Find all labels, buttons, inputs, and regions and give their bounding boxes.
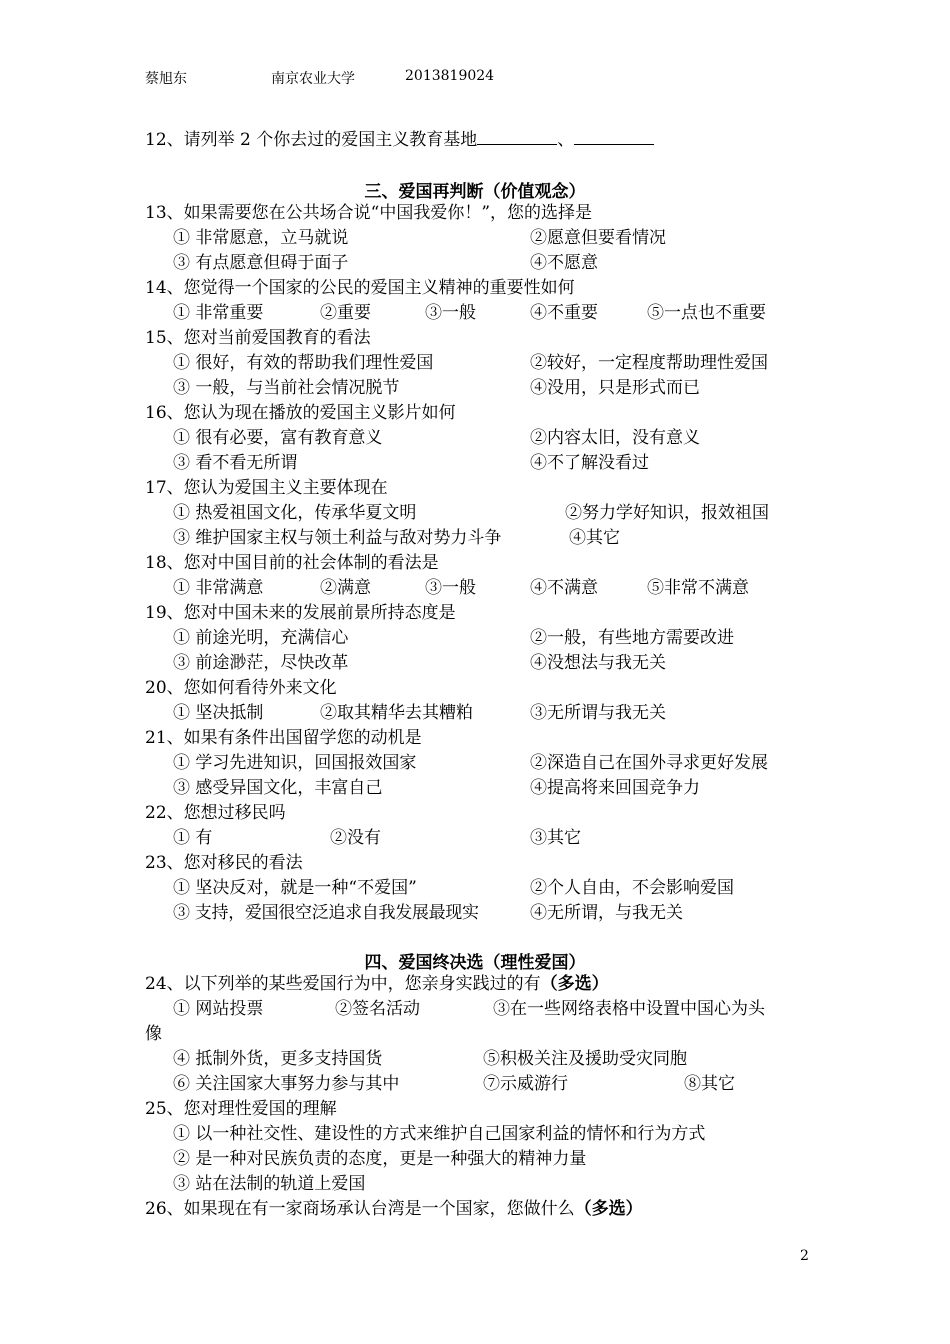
header-author: 蔡旭东 [145,71,187,87]
q21-option-1[interactable]: ① 学习先进知识，回国报效国家 [173,753,417,773]
q24-option-4[interactable]: ④ 抵制外货，更多支持国货 [173,1049,383,1069]
q25-option-1[interactable]: ① 以一种社交性、建设性的方式来维护自己国家利益的情怀和行为方式 [173,1124,706,1144]
q24-option-3[interactable]: ③在一些网络表格中设置中国心为头 [493,999,765,1019]
q21-option-3[interactable]: ③ 感受异国文化，丰富自己 [173,778,383,798]
question-17: 17、您认为爱国主义主要体现在 [145,478,388,498]
q23-option-2[interactable]: ②个人自由，不会影响爱国 [530,878,734,898]
q17-option-1[interactable]: ① 热爱祖国文化，传承华夏文明 [173,503,417,523]
q24-option-2[interactable]: ②签名活动 [335,999,420,1019]
q16-option-3[interactable]: ③ 看不看无所谓 [173,453,298,473]
question-14: 14、您觉得一个国家的公民的爱国主义精神的重要性如何 [145,278,575,298]
question-26 [145,1198,643,1220]
page-number: 2 [800,1248,809,1264]
q15-option-4[interactable]: ④没用，只是形式而已 [530,378,700,398]
question-21: 21、如果有条件出国留学您的动机是 [145,728,422,748]
q23-option-4[interactable]: ④无所谓，与我无关 [530,903,683,923]
q13-option-3[interactable]: ③ 有点愿意但碍于面子 [173,253,349,273]
q21-option-4[interactable]: ④提高将来回国竞争力 [530,778,700,798]
question-12-text: 12、请列举 2 个你去过的爱国主义教育基地 [145,130,478,150]
q24-option-5[interactable]: ⑤积极关注及援助受灾同胞 [483,1049,687,1069]
question-15: 15、您对当前爱国教育的看法 [145,328,371,348]
question-25: 25、您对理性爱国的理解 [145,1099,337,1119]
q18-option-4[interactable]: ④不满意 [530,578,598,598]
q19-option-1[interactable]: ① 前途光明，充满信心 [173,628,349,648]
question-20: 20、您如何看待外来文化 [145,678,337,698]
q15-option-1[interactable]: ① 很好，有效的帮助我们理性爱国 [173,353,434,373]
q19-option-3[interactable]: ③ 前途渺茫，尽快改革 [173,653,349,673]
q16-option-1[interactable]: ① 很有必要，富有教育意义 [173,428,383,448]
header-student-id: 2013819024 [405,68,495,84]
q18-option-3[interactable]: ③一般 [425,578,476,598]
q23-option-1[interactable]: ① 坚决反对，就是一种“不爱国” [173,878,417,898]
q13-option-1[interactable]: ① 非常愿意，立马就说 [173,228,349,248]
q20-option-3[interactable]: ③无所谓与我无关 [530,703,666,723]
q13-option-2[interactable]: ②愿意但要看情况 [530,228,666,248]
question-13: 13、如果需要您在公共场合说“中国我爱你！”，您的选择是 [145,203,593,223]
q24-option-7[interactable]: ⑦示威游行 [483,1074,568,1094]
q21-option-2[interactable]: ②深造自己在国外寻求更好发展 [530,753,768,773]
question-22: 22、您想过移民吗 [145,803,286,823]
section-4-title: 四、爱国终决选（理性爱国） [364,953,586,973]
q25-option-2[interactable]: ② 是一种对民族负责的态度，更是一种强大的精神力量 [173,1149,587,1169]
section-3-title: 三、爱国再判断（价值观念） [364,182,586,202]
q20-option-1[interactable]: ① 坚决抵制 [173,703,264,723]
blank-separator: 、 [557,130,575,150]
q14-option-1[interactable]: ① 非常重要 [173,303,264,323]
multi-select-note: （多选） [574,1199,643,1219]
q15-option-3[interactable]: ③ 一般，与当前社会情况脱节 [173,378,400,398]
q18-option-1[interactable]: ① 非常满意 [173,578,264,598]
q18-option-2[interactable]: ②满意 [320,578,371,598]
q24-option-1[interactable]: ① 网站投票 [173,999,264,1019]
q14-option-3[interactable]: ③一般 [425,303,476,323]
answer-blank-2[interactable] [574,128,654,145]
q25-option-3[interactable]: ③ 站在法制的轨道上爱国 [173,1174,366,1194]
question-19: 19、您对中国未来的发展前景所持态度是 [145,603,456,623]
q13-option-4[interactable]: ④不愿意 [530,253,598,273]
q18-option-5[interactable]: ⑤非常不满意 [647,578,749,598]
q20-option-2[interactable]: ②取其精华去其糟粕 [320,703,473,723]
q24-option-8[interactable]: ⑧其它 [684,1074,735,1094]
question-24 [145,973,609,995]
question-16: 16、您认为现在播放的爱国主义影片如何 [145,403,456,423]
q14-option-4[interactable]: ④不重要 [530,303,598,323]
q22-option-3[interactable]: ③其它 [530,828,581,848]
question-23: 23、您对移民的看法 [145,853,303,873]
q17-option-3[interactable]: ③ 维护国家主权与领土利益与敌对势力斗争 [173,528,502,548]
question-18: 18、您对中国目前的社会体制的看法是 [145,553,439,573]
question-12 [145,128,654,151]
q15-option-2[interactable]: ②较好，一定程度帮助理性爱国 [530,353,768,373]
multi-select-note: （多选） [540,974,609,994]
q24-option-3-wrap: 像 [145,1024,162,1044]
question-26-text: 26、如果现在有一家商场承认台湾是一个国家，您做什么 [145,1199,575,1219]
q19-option-2[interactable]: ②一般，有些地方需要改进 [530,628,734,648]
q17-option-2[interactable]: ②努力学好知识，报效祖国 [565,503,769,523]
q24-option-6[interactable]: ⑥ 关注国家大事努力参与其中 [173,1074,400,1094]
q23-option-3[interactable]: ③ 支持，爱国很空泛追求自我发展最现实 [173,903,479,923]
q19-option-4[interactable]: ④没想法与我无关 [530,653,666,673]
q17-option-4[interactable]: ④其它 [569,528,620,548]
answer-blank-1[interactable] [477,128,557,145]
q16-option-2[interactable]: ②内容太旧，没有意义 [530,428,700,448]
q16-option-4[interactable]: ④不了解没看过 [530,453,649,473]
question-24-text: 24、以下列举的某些爱国行为中，您亲身实践过的有 [145,974,541,994]
header-school: 南京农业大学 [271,71,355,87]
q22-option-1[interactable]: ① 有 [173,828,213,848]
q14-option-5[interactable]: ⑤一点也不重要 [647,303,766,323]
q22-option-2[interactable]: ②没有 [330,828,381,848]
q14-option-2[interactable]: ②重要 [320,303,371,323]
